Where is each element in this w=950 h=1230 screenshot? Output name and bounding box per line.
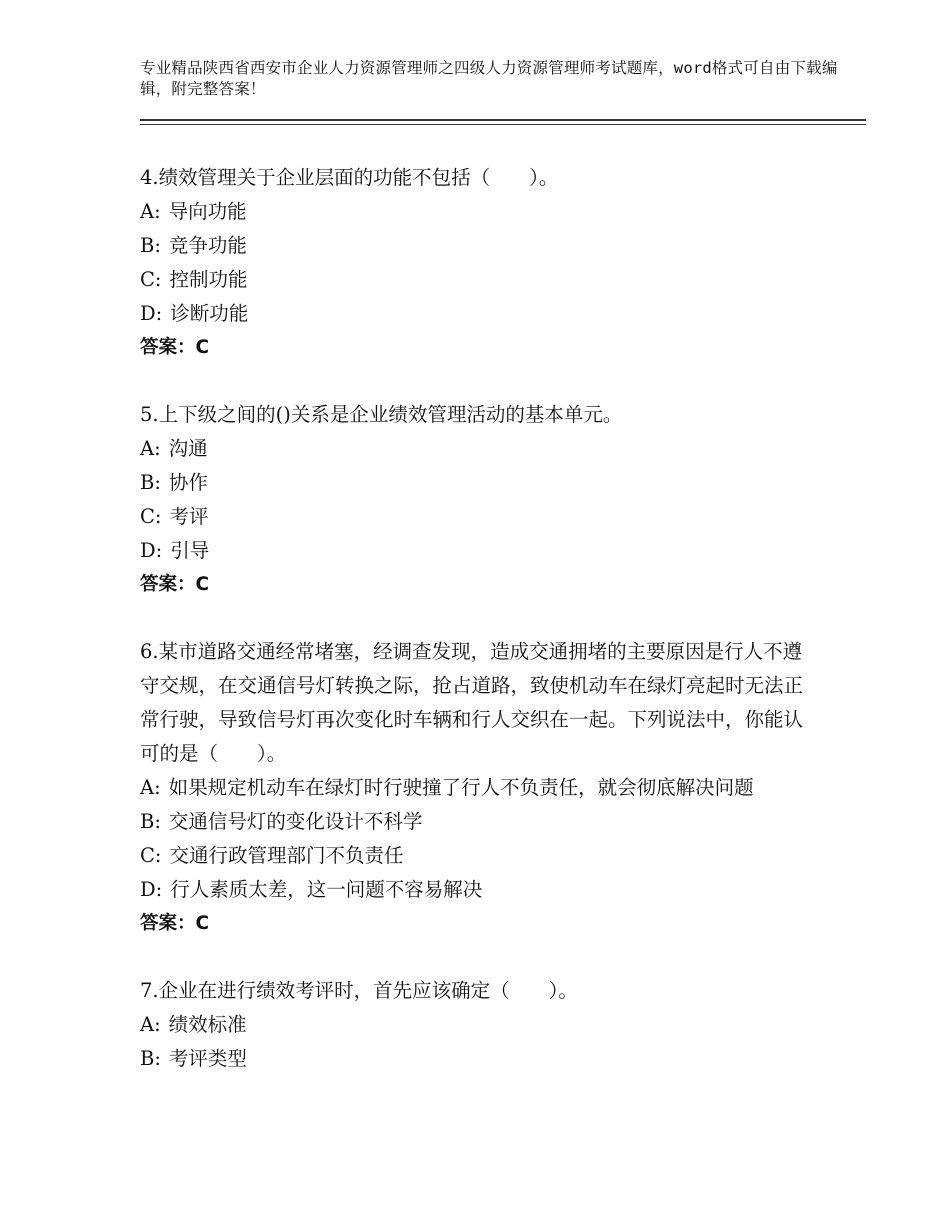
- option-text: 交通信号灯的变化设计不科学: [168, 810, 423, 833]
- question-4: [140, 161, 820, 365]
- option-a: [140, 195, 820, 229]
- option-text: 引导: [170, 539, 210, 562]
- option-d: [140, 873, 820, 907]
- option-text: 行人素质太差，这一问题不容易解决: [170, 878, 483, 901]
- option-label: B:: [140, 234, 161, 257]
- answer-label: 答案：C: [140, 913, 210, 934]
- option-b: [140, 805, 820, 839]
- question-stem: 7.企业在进行绩效考评时，首先应该确定（ ）。: [140, 979, 578, 1002]
- answer-label: 答案：C: [140, 337, 210, 358]
- option-d: [140, 534, 820, 568]
- question-stem: 4.绩效管理关于企业层面的功能不包括（ ）。: [140, 166, 559, 189]
- question-list: [140, 161, 820, 1109]
- option-text: 绩效标准: [168, 1013, 247, 1036]
- question-stem: 5.上下级之间的()关系是企业绩效管理活动的基本单元。: [140, 403, 623, 426]
- option-c: [140, 500, 820, 534]
- question-6: [140, 635, 820, 941]
- option-label: A:: [140, 437, 161, 460]
- option-text: 考评类型: [168, 1047, 247, 1070]
- question-5: [140, 398, 820, 602]
- header-divider-thin: [140, 124, 866, 125]
- option-c: [140, 839, 820, 873]
- option-text: 协作: [168, 471, 208, 494]
- option-label: D:: [140, 302, 163, 325]
- option-b: [140, 466, 820, 500]
- document-header: 专业精品陕西省西安市企业人力资源管理师之四级人力资源管理师考试题库，word格式可自由下载编辑，附完整答案！: [140, 59, 838, 98]
- option-label: B:: [140, 810, 161, 833]
- option-text: 考评: [169, 505, 209, 528]
- option-c: [140, 263, 820, 297]
- option-a: [140, 1008, 820, 1042]
- header-divider-thick: [140, 119, 866, 121]
- option-label: D:: [140, 539, 163, 562]
- option-text: 如果规定机动车在绿灯时行驶撞了行人不负责任，就会彻底解决问题: [168, 776, 754, 799]
- option-label: B:: [140, 1047, 161, 1070]
- option-text: 导向功能: [168, 200, 247, 223]
- option-label: A:: [140, 1013, 161, 1036]
- option-label: C:: [140, 268, 162, 291]
- option-label: C:: [140, 844, 162, 867]
- option-label: D:: [140, 878, 163, 901]
- option-b: [140, 1042, 820, 1076]
- option-text: 交通行政管理部门不负责任: [169, 844, 404, 867]
- option-label: C:: [140, 505, 162, 528]
- option-label: A:: [140, 776, 161, 799]
- option-label: A:: [140, 200, 161, 223]
- option-text: 诊断功能: [170, 302, 249, 325]
- question-stem: 6.某市道路交通经常堵塞，经调查发现，造成交通拥堵的主要原因是行人不遵守交规，在交通信号灯转换之际，抢占道路，致使机动车在绿灯亮起时无法正常行驶，导致信号灯再次变化时车辆和行人交织在一起。下列说法中，你能认可的是（ ）。: [140, 640, 804, 765]
- option-text: 沟通: [168, 437, 208, 460]
- option-a: [140, 771, 820, 805]
- option-label: B:: [140, 471, 161, 494]
- option-text: 竞争功能: [168, 234, 247, 257]
- question-7: [140, 974, 820, 1076]
- option-a: [140, 432, 820, 466]
- option-d: [140, 297, 820, 331]
- answer-label: 答案：C: [140, 574, 210, 595]
- option-text: 控制功能: [169, 268, 248, 291]
- option-b: [140, 229, 820, 263]
